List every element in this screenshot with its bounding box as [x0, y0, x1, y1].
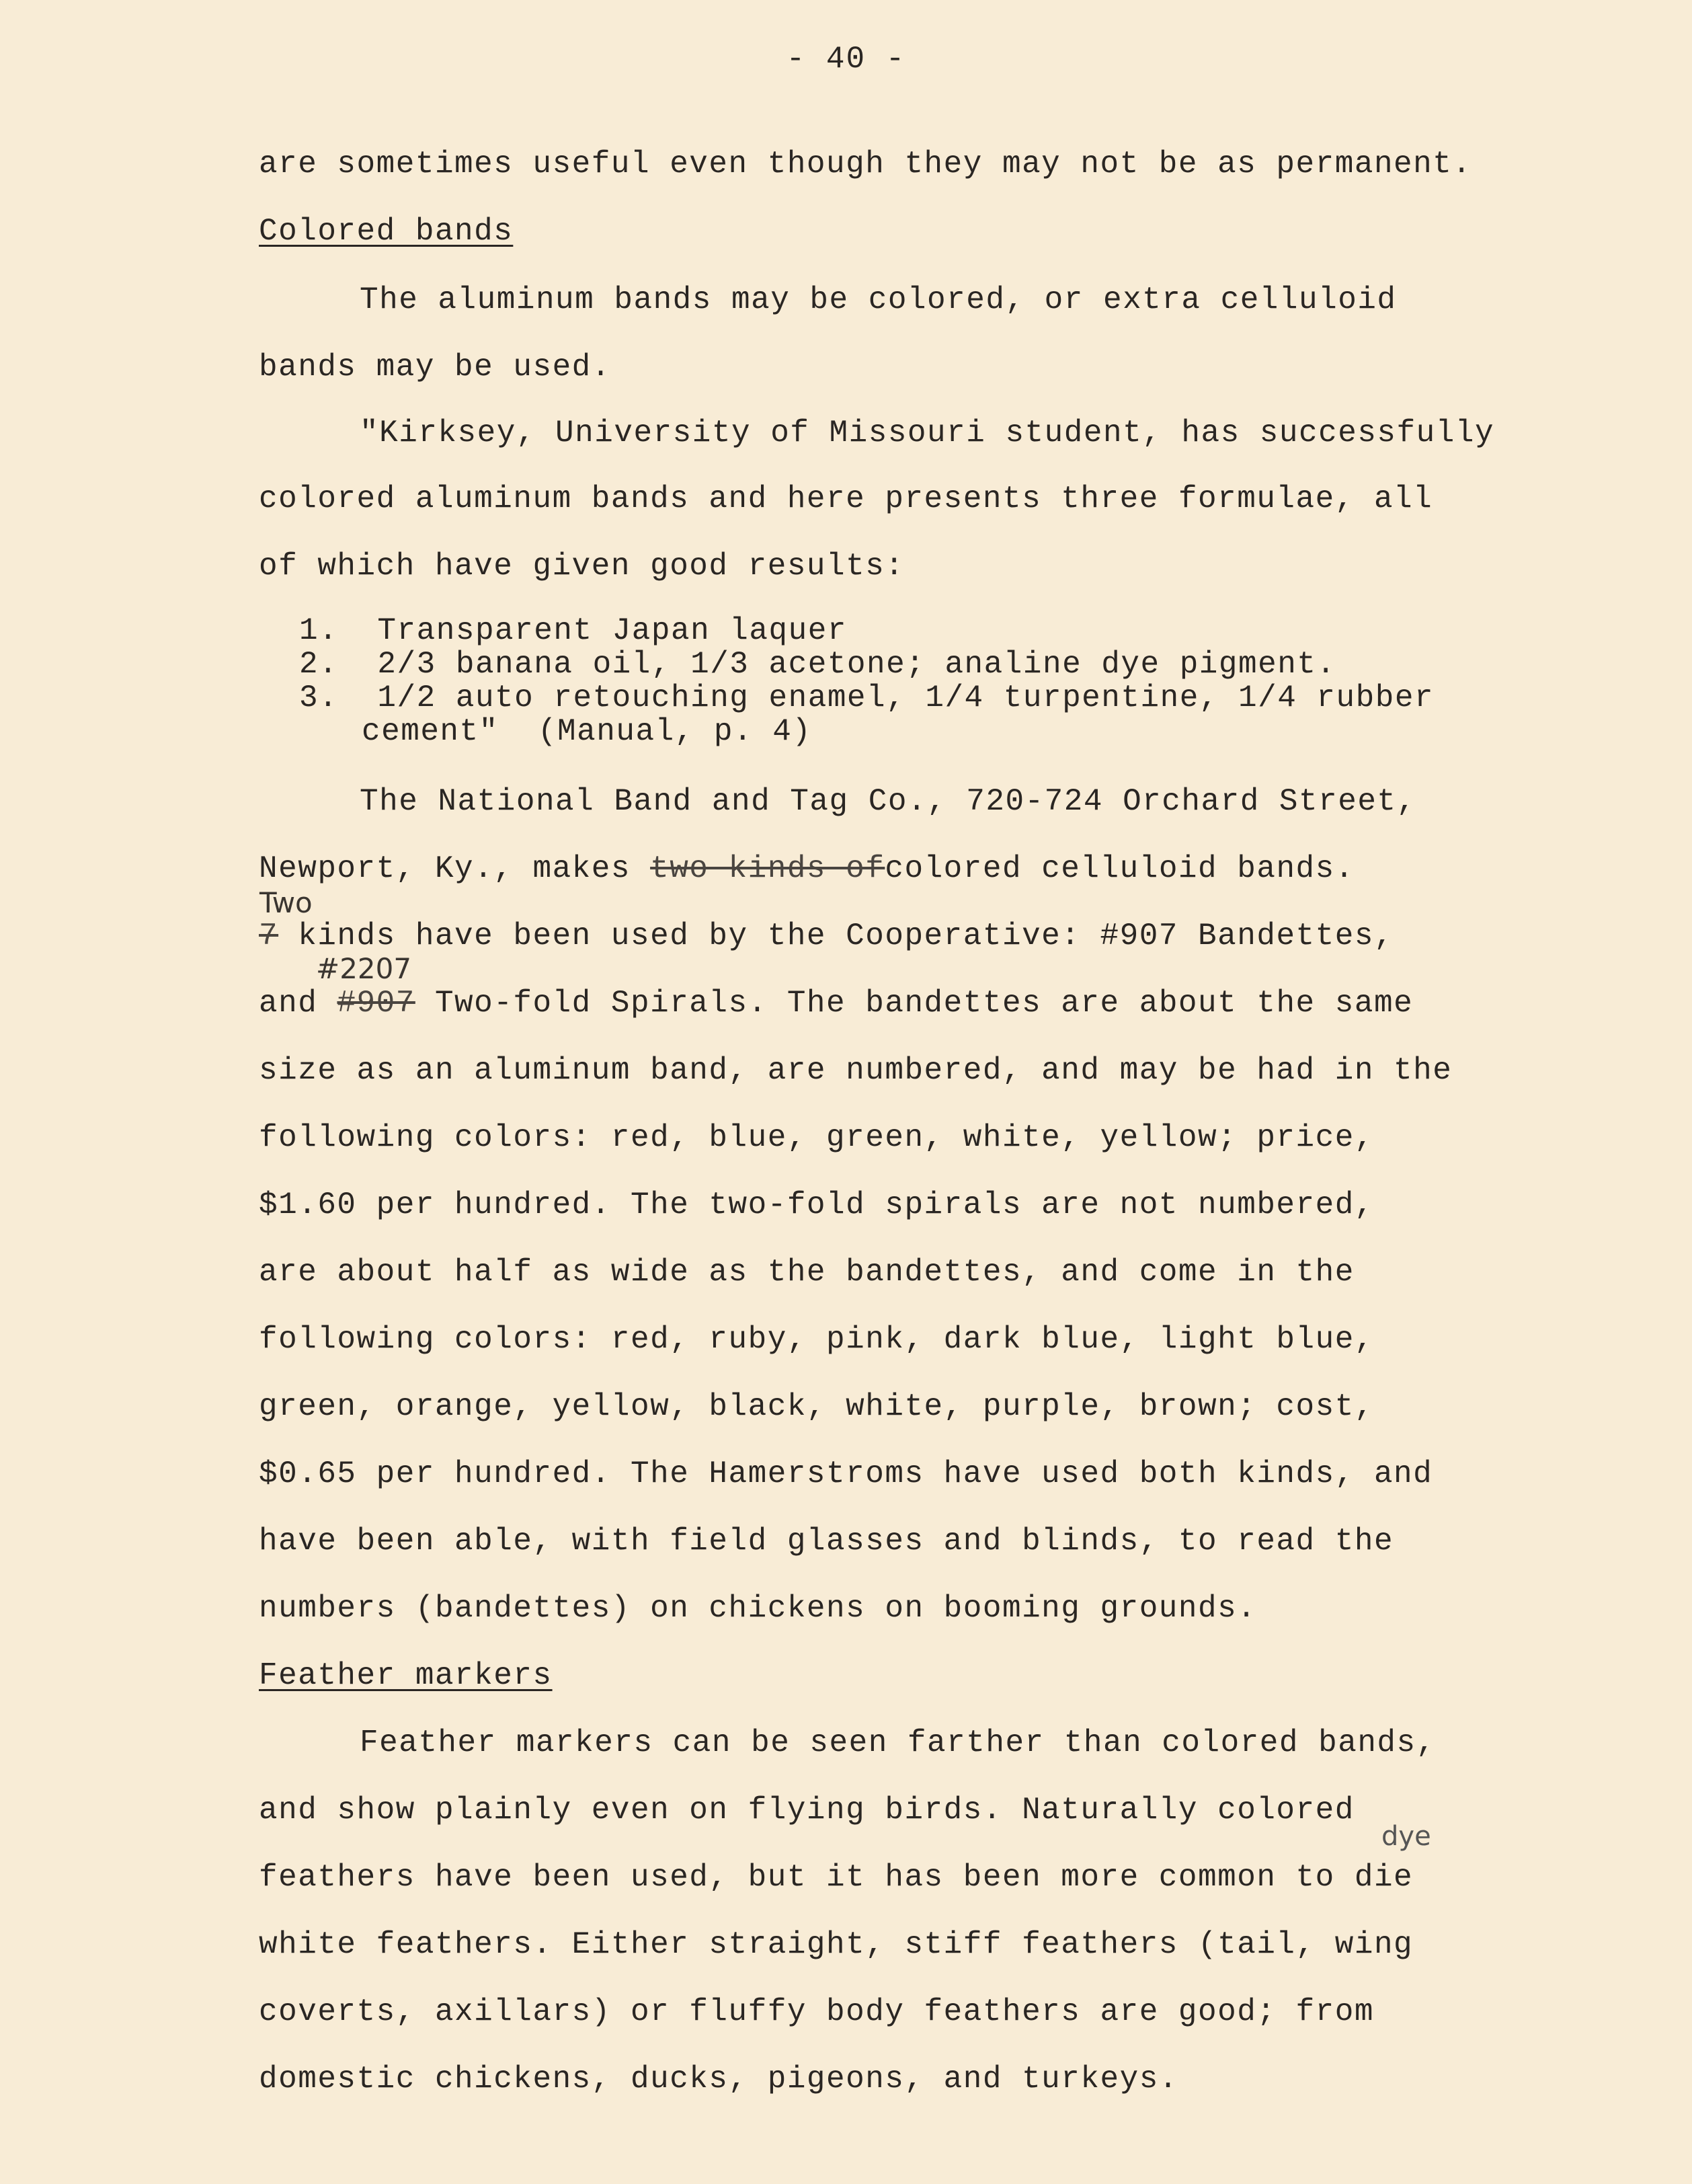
- list-item-continuation: cement" (Manual, p. 4): [362, 714, 812, 749]
- struck-text: #907: [337, 986, 415, 1021]
- text-segment: Newport, Ky., makes: [259, 851, 651, 886]
- handwritten-correction: dye: [1381, 1821, 1431, 1852]
- text-line: numbers (bandettes) on chickens on booming grounds.: [259, 1591, 1257, 1626]
- text-segment: Two-fold Spirals. The bandettes are about the same: [415, 986, 1414, 1021]
- text-line: green, orange, yellow, black, white, purple, brown; cost,: [259, 1389, 1374, 1424]
- text-line: are sometimes useful even though they may not be as permanent.: [259, 147, 1472, 182]
- text-line: [259, 919, 1394, 953]
- text-line: coverts, axillars) or fluffy body feathers are good; from: [259, 1994, 1374, 2029]
- text-line: The aluminum bands may be colored, or extra celluloid: [360, 282, 1397, 317]
- text-line: domestic chickens, ducks, pigeons, and turkeys.: [259, 2062, 1178, 2097]
- text-line: Feather markers can be seen farther than colored bands,: [360, 1725, 1436, 1760]
- text-line: white feathers. Either straight, stiff feathers (tail, wing: [259, 1927, 1414, 1962]
- list-item: 1. Transparent Japan laquer: [299, 613, 847, 648]
- text-line: $0.65 per hundred. The Hamerstroms have used both kinds, and: [259, 1456, 1433, 1491]
- text-line: [259, 851, 1355, 886]
- text-line: have been able, with field glasses and blinds, to read the: [259, 1524, 1394, 1559]
- text-line: size as an aluminum band, are numbered, and may be had in the: [259, 1053, 1453, 1088]
- struck-text: 7: [259, 919, 279, 953]
- text-segment: kinds have been used by the Cooperative: #907 Bandettes,: [278, 919, 1394, 953]
- handwritten-insertion: #2207: [316, 952, 412, 985]
- text-line: are about half as wide as the bandettes, and come in the: [259, 1255, 1355, 1290]
- text-segment: colored celluloid bands.: [885, 851, 1355, 886]
- text-line: colored aluminum bands and here presents three formulae, all: [259, 481, 1433, 516]
- text-line: following colors: red, ruby, pink, dark blue, light blue,: [259, 1322, 1374, 1357]
- list-item: 2. 2/3 banana oil, 1/3 acetone; analine dye pigment.: [299, 647, 1336, 682]
- text-line: of which have given good results:: [259, 549, 905, 584]
- text-line: bands may be used.: [259, 350, 611, 385]
- text-line: [259, 986, 1413, 1021]
- text-line: feathers have been used, but it has been more common to die: [259, 1860, 1414, 1895]
- list-item: 3. 1/2 auto retouching enamel, 1/4 turpentine, 1/4 rubber: [299, 680, 1435, 715]
- text-segment: and: [259, 986, 337, 1021]
- handwritten-insertion: Two: [259, 886, 313, 919]
- section-heading-feather-markers: Feather markers: [259, 1658, 553, 1693]
- page-number: - 40 -: [786, 42, 906, 77]
- text-line: and show plainly even on flying birds. Naturally colored: [259, 1793, 1355, 1828]
- struck-text: two kinds of: [650, 851, 885, 886]
- text-line: The National Band and Tag Co., 720-724 Orchard Street,: [360, 784, 1416, 819]
- text-line: $1.60 per hundred. The two-fold spirals are not numbered,: [259, 1187, 1374, 1222]
- text-line: "Kirksey, University of Missouri student, has successfully: [360, 416, 1495, 451]
- section-heading-colored-bands: Colored bands: [259, 214, 514, 249]
- text-line: following colors: red, blue, green, white, yellow; price,: [259, 1120, 1374, 1155]
